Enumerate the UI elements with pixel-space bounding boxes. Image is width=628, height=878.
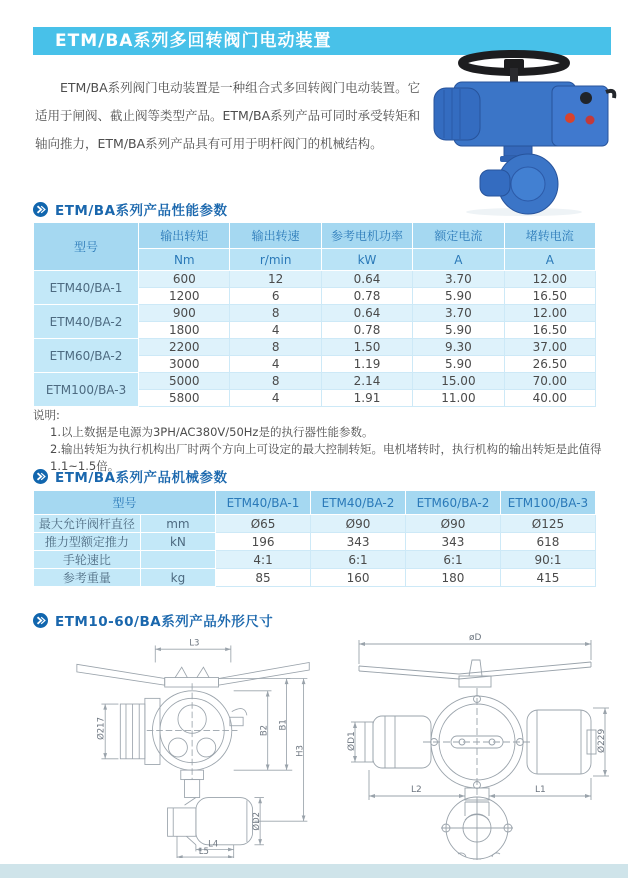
cell: 5000 — [139, 373, 230, 390]
cell: 618 — [500, 533, 595, 551]
cell: 180 — [406, 569, 501, 587]
cell: 5.90 — [413, 288, 504, 305]
cell: 0.78 — [321, 322, 412, 339]
cell: 12.00 — [504, 271, 595, 288]
outline-drawing-side — [340, 630, 622, 860]
unit-header: kW — [321, 249, 412, 271]
cell: 4:1 — [216, 551, 311, 569]
section-title: ETM/BA系列产品机械参数 — [55, 470, 228, 486]
cell: Ø65 — [216, 515, 311, 533]
dim-label: ØD1 — [347, 731, 357, 751]
cell: 11.00 — [413, 390, 504, 407]
section-arrow-icon — [33, 202, 48, 217]
col-header: 参考电机功率 — [321, 223, 412, 249]
cell: Ø125 — [500, 515, 595, 533]
dim-label: L1 — [535, 785, 546, 795]
cell: 15.00 — [413, 373, 504, 390]
product-photo — [424, 46, 626, 218]
table-row — [34, 373, 596, 390]
cell: 1.91 — [321, 390, 412, 407]
cell: 1800 — [139, 322, 230, 339]
dim-label: Ø229 — [597, 728, 607, 753]
cell: 16.50 — [504, 288, 595, 305]
section-performance-header — [33, 199, 228, 219]
dim-label: L3 — [189, 638, 200, 649]
section-arrow-icon — [33, 613, 48, 628]
cell: 8 — [230, 305, 321, 322]
dim-label: øD — [469, 633, 482, 643]
section-mechanical-header — [33, 466, 228, 486]
cell: 600 — [139, 271, 230, 288]
table-row — [34, 533, 596, 551]
side-view-drawing — [340, 630, 622, 860]
cell: 12.00 — [504, 305, 595, 322]
cell: 343 — [406, 533, 501, 551]
cell: 3000 — [139, 356, 230, 373]
cell: 4 — [230, 356, 321, 373]
cell: 8 — [230, 339, 321, 356]
intro-paragraph: ETM/BA系列阀门电动装置是一种组合式多回转阀门电动装置。它适用于闸阀、截止阀等类型产品。ETM/BA系列产品可同时承受转矩和轴向推力，ETM/BA系列产品具有可用于明杆阀门的机械结构。 — [35, 80, 421, 151]
outline-drawing-front — [55, 636, 333, 858]
col-header: 输出转速 — [230, 223, 321, 249]
col-header: 输出转矩 — [139, 223, 230, 249]
front-view-drawing — [55, 636, 333, 858]
cell: 900 — [139, 305, 230, 322]
cell: 8 — [230, 373, 321, 390]
note-item: 2.输出转矩为执行机构出厂时两个方向上可设定的最大控制转矩。电机堵转时，执行机构的输出转矩是此值得1.1~1.5倍。 — [50, 442, 602, 473]
table-row — [34, 515, 596, 533]
mechanical-table — [33, 490, 596, 587]
col-header-model: 型号 — [34, 491, 216, 515]
table-row — [34, 551, 596, 569]
unit-cell: kN — [140, 533, 215, 551]
cell: 5.90 — [413, 356, 504, 373]
cell: 4 — [230, 322, 321, 339]
selector-knob-icon — [580, 92, 592, 104]
col-header: ETM40/BA-2 — [311, 491, 406, 515]
col-header: 堵转电流 — [504, 223, 595, 249]
cell: 0.64 — [321, 305, 412, 322]
param-cell: 最大允许阀杆直径 — [34, 515, 141, 533]
footer-bar — [0, 864, 628, 878]
cell: 6 — [230, 288, 321, 305]
section-title: ETM/BA系列产品性能参数 — [55, 203, 228, 219]
unit-cell — [140, 551, 215, 569]
cell: 6:1 — [311, 551, 406, 569]
table-row — [34, 569, 596, 587]
param-cell: 参考重量 — [34, 569, 141, 587]
cell: 85 — [216, 569, 311, 587]
col-header-model: 型号 — [34, 223, 139, 271]
note-item: 1.以上数据是电源为3PH/AC380V/50Hz是的执行器性能参数。 — [50, 425, 374, 439]
cell: 16.50 — [504, 322, 595, 339]
cell: 12 — [230, 271, 321, 288]
table-row — [34, 305, 596, 322]
unit-header: A — [504, 249, 595, 271]
table-row — [34, 339, 596, 356]
dim-label: H3 — [295, 745, 306, 757]
cell: Ø90 — [406, 515, 501, 533]
red-button-icon — [586, 116, 595, 125]
unit-header: A — [413, 249, 504, 271]
cell: 415 — [500, 569, 595, 587]
param-cell: 手轮速比 — [34, 551, 141, 569]
cell: 1.50 — [321, 339, 412, 356]
unit-cell: mm — [140, 515, 215, 533]
section-dimensions-header — [33, 610, 273, 630]
cell: 196 — [216, 533, 311, 551]
dim-label: B2 — [259, 724, 270, 737]
cell: 3.70 — [413, 305, 504, 322]
dim-label: ØD2 — [252, 811, 263, 831]
notes-label: 说明: — [33, 408, 60, 422]
unit-cell: kg — [140, 569, 215, 587]
dim-label: Ø217 — [96, 716, 107, 740]
col-header: ETM100/BA-3 — [500, 491, 595, 515]
cell: 0.64 — [321, 271, 412, 288]
cell: 37.00 — [504, 339, 595, 356]
section-title: ETM10-60/BA系列产品外形尺寸 — [55, 614, 274, 630]
actuator-image — [424, 46, 626, 218]
model-cell: ETM40/BA-2 — [34, 305, 139, 339]
cell: 1.19 — [321, 356, 412, 373]
cell: 2200 — [139, 339, 230, 356]
model-cell: ETM60/BA-2 — [34, 339, 139, 373]
cell: 40.00 — [504, 390, 595, 407]
cell: 6:1 — [406, 551, 501, 569]
performance-table — [33, 222, 596, 407]
section-arrow-icon — [33, 469, 48, 484]
cell: 26.50 — [504, 356, 595, 373]
dim-label: L4 — [208, 839, 219, 850]
red-button-icon — [565, 113, 575, 123]
cell: 70.00 — [504, 373, 595, 390]
col-header: ETM40/BA-1 — [216, 491, 311, 515]
cell: 9.30 — [413, 339, 504, 356]
col-header: 额定电流 — [413, 223, 504, 249]
cell: 0.78 — [321, 288, 412, 305]
dim-label: B1 — [278, 719, 289, 731]
cell: 1200 — [139, 288, 230, 305]
cell: 160 — [311, 569, 406, 587]
dim-label: L2 — [411, 785, 422, 795]
col-header: ETM60/BA-2 — [406, 491, 501, 515]
notes-block — [33, 407, 608, 475]
cell: 2.14 — [321, 373, 412, 390]
cell: 5800 — [139, 390, 230, 407]
cell: 3.70 — [413, 271, 504, 288]
unit-header: r/min — [230, 249, 321, 271]
cell: 343 — [311, 533, 406, 551]
param-cell: 推力型额定推力 — [34, 533, 141, 551]
cell: 4 — [230, 390, 321, 407]
cell: 5.90 — [413, 322, 504, 339]
table-row — [34, 271, 596, 288]
unit-header: Nm — [139, 249, 230, 271]
model-cell: ETM100/BA-3 — [34, 373, 139, 407]
page-title: ETM/BA系列多回转阀门电动装置 — [33, 27, 611, 55]
dim-label: L5 — [198, 847, 209, 858]
model-cell: ETM40/BA-1 — [34, 271, 139, 305]
cell: Ø90 — [311, 515, 406, 533]
cell: 90:1 — [500, 551, 595, 569]
